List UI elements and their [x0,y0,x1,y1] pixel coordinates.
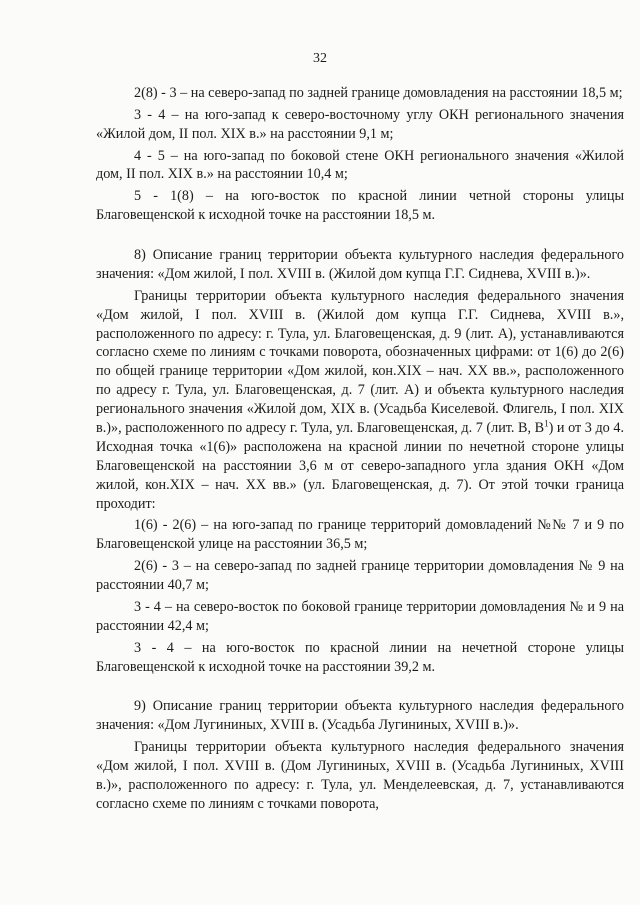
superscript: 1 [544,418,549,429]
paragraph-point-5-1: 5 - 1(8) – на юго-восток по красной линии четной стороны улицы Благовещенской к исходной точке на расстоянии 18,5 м. [96,188,624,224]
paragraph-point-2-3: 2(8) - 3 – на северо-запад по задней границе домовладения на расстоянии 18,5 м; [134,85,623,101]
paragraph-point-3-4: 3 - 4 – на юго-запад к северо-восточному углу ОКН регионального значения «Жилой дом, II пол. XIX в.» на расстоянии 9,1 м; [96,106,624,142]
section-8-description [96,287,624,514]
section-8-point-3-4: 3 - 4 – на северо-восток по боковой границе территории домовладения № и 9 на расстоянии 42,4 м; [96,598,624,634]
section-8-text-b: ) и от 3 до 4. Исходная точка «1(6)» расположена на красной линии по нечетной стороне улицы Благовещенской на расстоянии 3,6 м от северо-западного угла здания ОКН «Дом жилой, кон.XIX – нач. XX вв.» (ул. Благовещенская, д. 7). От этой точки граница проходит: [96,420,624,512]
section-9-heading: 9) Описание границ территории объекта культурного наследия федерального значения: «Дом Лугининых, XVIII в. (Усадьба Лугининых, XVIII в.)». [96,698,624,734]
paragraph-point-4-5: 4 - 5 – на юго-запад по боковой стене ОКН регионального значения «Жилой дом, II пол. XIX в.» на расстоянии 10,4 м; [96,147,624,183]
page-number: 32 [313,51,327,66]
section-8-point-1-2: 1(6) - 2(6) – на юго-запад по границе территорий домовладений №№ 7 и 9 по Благовещенской улице на расстоянии 36,5 м; [96,517,624,553]
section-8-point-4-1: 3 - 4 – на юго-восток по красной линии на нечетной стороне улицы Благовещенской к исходной точке на расстоянии 39,2 м. [96,639,624,675]
document-body [96,84,624,817]
section-8-point-2-3: 2(6) - 3 – на северо-запад по задней границе территории домовладения № 9 на расстоянии 40,7 м; [96,558,624,594]
section-9-description: Границы территории объекта культурного наследия федерального значения «Дом жилой, I пол. XVIII в. (Дом Лугининых, XVIII в. (Усадьба Лугининых, XVIII в.)», расположенного по адресу: г. Тула, ул. Менделеевская, д. 7, устанавливаются согласно схеме по линиям с точками поворота, [96,739,624,812]
section-8-heading: 8) Описание границ территории объекта культурного наследия федерального значения: «Дом жилой, I пол. XVIII в. (Жилой дом купца Г.Г. Сиднева, XVIII в.)». [96,247,624,282]
section-8-text-a: Границы территории объекта культурного наследия федерального значения «Дом жилой, I пол. XVIII в. (Жилой дом купца Г.Г. Сиднева, XVIII в.», расположенного по адресу: г. Тула, ул. Благовещенская, д. 9 (лит. А), устанавливаются согласно схеме по линиям с точками поворота, обозначенных цифрами: от 1(6) до 2(6) по общей границе территории «Дом жилой, кон.XIX – нач. XX вв.», расположенного по адресу г. Тула, ул. Благовещенская, д. 7 (лит. А) и объекта культурного наследия регионального значения «Жилой дом, XIX в. (Усадьба Киселевой. Флигель, I пол. XIX в.)», расположенного по адресу г. Тула, ул. Благовещенская, д. 7 (лит. В, В [96,287,624,437]
